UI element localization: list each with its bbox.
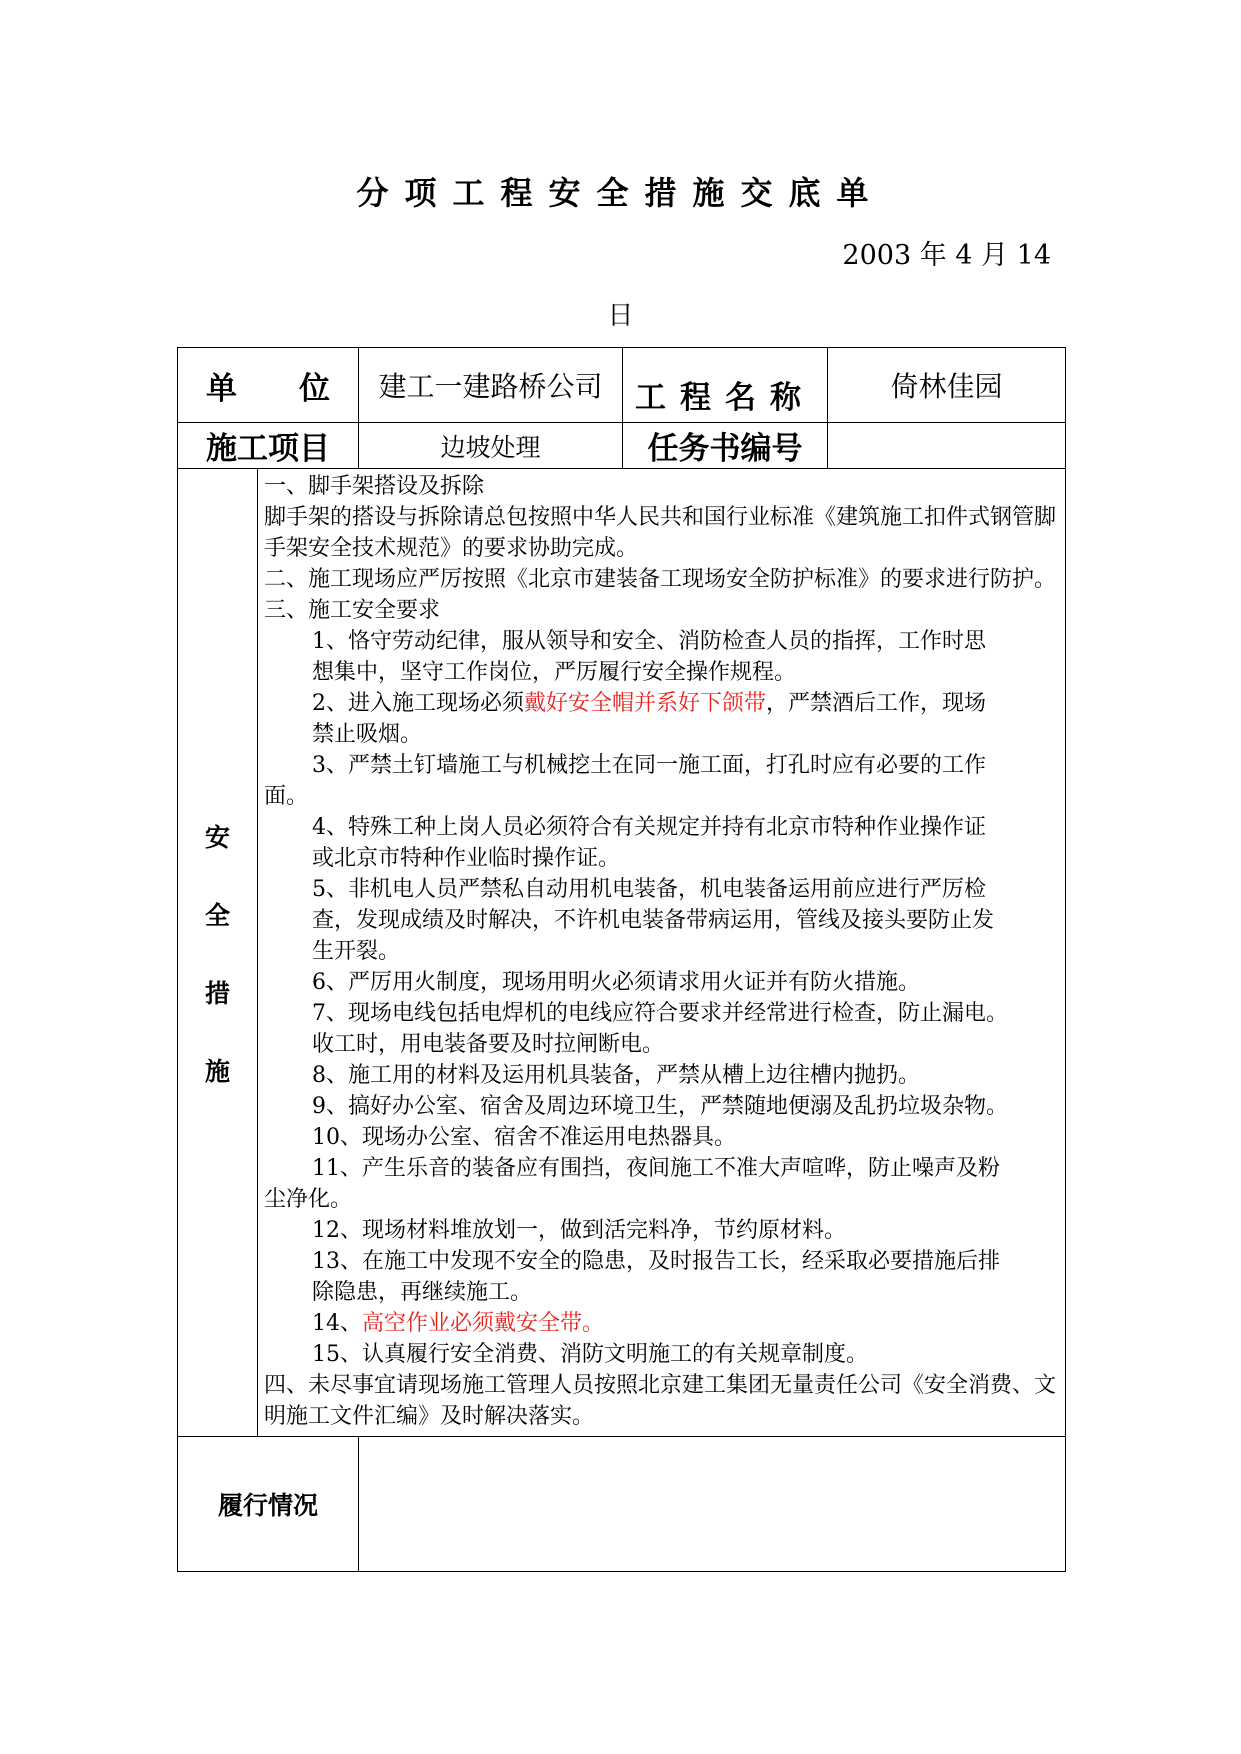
list-item: 3、严禁土钉墙施工与机械挖土在同一施工面，打孔时应有必要的工作 (312, 753, 986, 778)
safety-label-char: 措 (204, 978, 230, 1008)
unit-label-cell (178, 348, 359, 423)
construction-item-value: 边坡处理 (359, 423, 623, 469)
unit-label-char-2: 位 (299, 370, 330, 407)
list-item-continuation: 想集中，坚守工作岗位，严厉履行安全操作规程。 (312, 660, 797, 685)
performance-value (359, 1437, 1066, 1572)
paragraph: 脚手架的搭设与拆除请总包按照中华人民共和国行业标准《建筑施工扣件式钢管脚手架安全技术规范》的要求协助完成。 (264, 505, 1057, 561)
safety-measures-content (258, 469, 1066, 1437)
highlighted-text: 高空作业必须戴安全带。 (362, 1311, 605, 1336)
table-row (178, 1437, 1066, 1572)
list-item: 12、现场材料堆放划一，做到活完料净，节约原材料。 (312, 1218, 846, 1243)
safety-label-char: 全 (204, 900, 230, 930)
list-item-continuation: 除隐患，再继续施工。 (312, 1280, 533, 1305)
unit-value: 建工一建路桥公司 (359, 348, 623, 423)
list-item-continuation: 生开裂。 (312, 939, 401, 964)
list-item-continuation: 收工时，用电装备要及时拉闸断电。 (312, 1032, 665, 1057)
list-item: 4、特殊工种上岗人员必须符合有关规定并持有北京市特种作业操作证 (312, 815, 986, 840)
table-row (178, 469, 1066, 1437)
list-item-continuation: 或北京市特种作业临时操作证。 (312, 846, 621, 871)
list-item: 1、恪守劳动纪律，服从领导和安全、消防检查人员的指挥，工作时思 (312, 629, 986, 654)
section-heading: 三、施工安全要求 (264, 598, 441, 623)
safety-label-char: 施 (204, 1056, 230, 1086)
disclosure-table (177, 347, 1066, 1572)
project-name-label: 工程名称 (635, 379, 815, 416)
list-item: 15、认真履行安全消费、消防文明施工的有关规章制度。 (312, 1342, 868, 1367)
task-number-value (828, 423, 1066, 469)
page-title: 分项工程安全措施交底单 (356, 174, 885, 212)
section-heading: 一、脚手架搭设及拆除 (264, 474, 485, 499)
list-item-continuation: 禁止吸烟。 (312, 722, 423, 747)
unit-label-char-1: 单 (206, 370, 237, 407)
table-row (178, 423, 1066, 469)
list-item: 13、在施工中发现不安全的隐患，及时报告工长，经采取必要措施后排 (312, 1249, 1000, 1274)
performance-label: 履行情况 (178, 1437, 359, 1572)
construction-item-label: 施工项目 (178, 423, 359, 469)
task-number-label: 任务书编号 (623, 423, 828, 469)
date-day: 日 (607, 301, 634, 331)
safety-label-char: 安 (204, 822, 230, 852)
list-item-continuation: 查，发现成绩及时解决，不许机电装备带病运用，管线及接头要防止发 (312, 908, 995, 933)
project-name-value: 倚林佳园 (828, 348, 1066, 423)
list-item: 5、非机电人员严禁私自动用机电装备，机电装备运用前应进行严厉检 (312, 877, 986, 902)
project-name-label-cell (623, 348, 828, 423)
highlighted-text: 戴好安全帽并系好下颌带 (524, 691, 767, 716)
date-line: 2003 年 4 月 14 (842, 240, 1051, 271)
table-row (178, 348, 1066, 423)
list-item: 7、现场电线包括电焊机的电线应符合要求并经常进行检查，防止漏电。 (312, 1001, 1008, 1026)
safety-measures-label (178, 469, 258, 1437)
paragraph: 二、施工现场应严厉按照《北京市建装备工现场安全防护标准》的要求进行防护。 (264, 567, 1057, 592)
list-item: 14、高空作业必须戴安全带。 (312, 1311, 605, 1336)
list-item: 9、搞好办公室、宿舍及周边环境卫生，严禁随地便溺及乱扔垃圾杂物。 (312, 1094, 1008, 1119)
list-item: 11、产生乐音的装备应有围挡，夜间施工不准大声喧哗，防止噪声及粉 (312, 1156, 1000, 1181)
list-item: 8、施工用的材料及运用机具装备，严禁从槽上边往槽内抛扔。 (312, 1063, 920, 1088)
list-item: 2、进入施工现场必须戴好安全帽并系好下颌带，严禁酒后工作，现场 (312, 691, 987, 716)
paragraph: 四、未尽事宜请现场施工管理人员按照北京建工集团无量责任公司《安全消费、文明施工文件汇编》及时解决落实。 (264, 1373, 1057, 1429)
list-item-continuation: 面。 (264, 784, 309, 809)
list-item: 10、现场办公室、宿舍不准运用电热器具。 (312, 1125, 736, 1150)
list-item: 6、严厉用火制度，现场用明火必须请求用火证并有防火措施。 (312, 970, 920, 995)
list-item-continuation: 尘净化。 (264, 1187, 353, 1212)
